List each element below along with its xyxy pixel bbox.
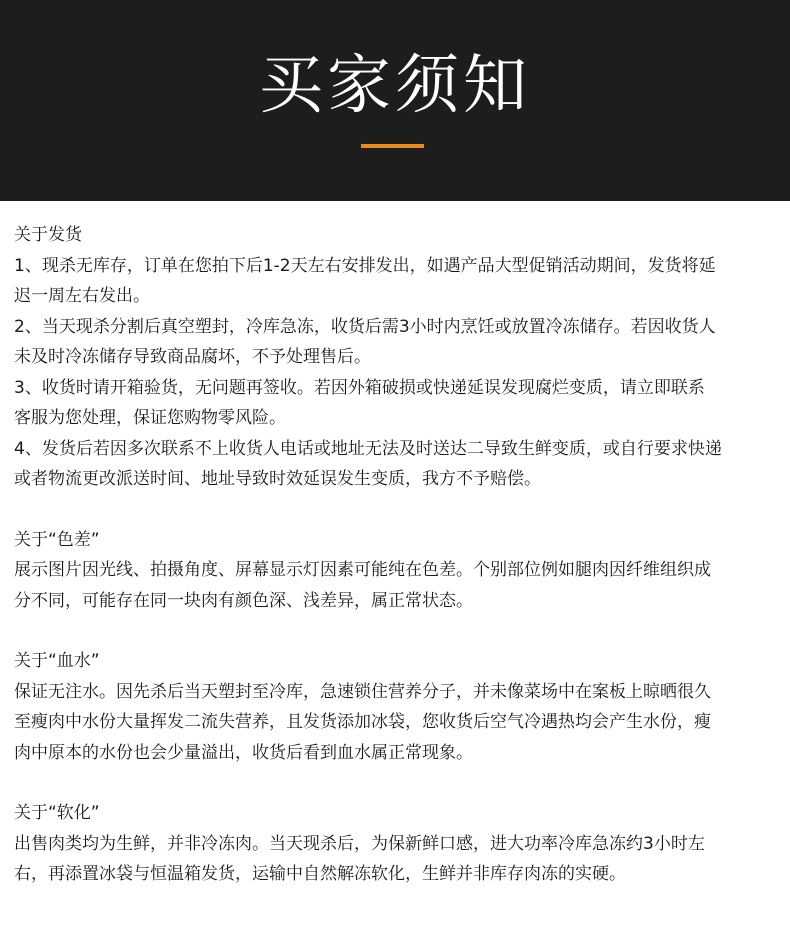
section-shipping (14, 201, 774, 495)
paragraph-line: 或者物流更改派送时间、地址导致时效延误发生变质，我方不予赔偿。 (14, 469, 541, 489)
section-softening (14, 798, 774, 890)
paragraph-line: 肉中原本的水份也会少量溢出，收货后看到血水属正常现象。 (14, 742, 473, 763)
paragraph-line: 1、现杀无库存，订单在您拍下后1-2天左右安排发出，如遇产品大型促销活动期间，发货将延 (14, 255, 716, 276)
paragraph-line: 保证无注水。因先杀后当天塑封至冷库，急速锁住营养分子，并未像菜场中在案板上晾晒很久 (14, 681, 711, 702)
notice-content (0, 201, 790, 890)
page-title: 买家须知 (259, 49, 531, 123)
paragraph-line: 出售肉类均为生鲜，并非冷冻肉。当天现杀后，为保新鲜口感，进大功率冷库急冻约3小时左 (14, 833, 705, 854)
paragraph-line: 未及时冷冻储存导致商品腐坏，不予处理售后。 (14, 347, 371, 367)
paragraph-line: 2、当天现杀分割后真空塑封，冷库急冻，收货后需3小时内烹饪或放置冷冻储存。若因收货人 (14, 316, 716, 337)
paragraph-line: 客服为您处理，保证您购物零风险。 (14, 408, 286, 428)
section-title: 关于“血水” (14, 651, 100, 671)
section-title: 关于发货 (14, 225, 82, 245)
section-blood-water (14, 646, 774, 768)
section-title: 关于“色差” (14, 529, 100, 550)
paragraph-line: 至瘦肉中水份大量挥发二流失营养，且发货添加冰袋，您收货后空气冷遇热均会产生水份，瘦 (14, 712, 711, 732)
paragraph-line: 4、发货后若因多次联系不上收货人电话或地址无法及时送达二导致生鲜变质，或自行要求快递 (14, 438, 722, 459)
title-accent-bar (361, 144, 424, 148)
header-banner (0, 0, 790, 201)
section-color-difference (14, 525, 774, 617)
paragraph-line: 分不同，可能存在同一块肉有颜色深、浅差异，属正常状态。 (14, 590, 473, 611)
section-title: 关于“软化” (14, 803, 100, 823)
paragraph-line: 3、收货时请开箱验货，无问题再签收。若因外箱破损或快递延误发现腐烂变质，请立即联系 (14, 377, 705, 398)
paragraph-line: 右，再添置冰袋与恒温箱发货，运输中自然解冻软化，生鲜并非库存肉冻的实硬。 (14, 864, 626, 884)
paragraph-line: 展示图片因光线、拍摄角度、屏幕显示灯因素可能纯在色差。个别部位例如腿肉因纤维组织成 (14, 560, 711, 580)
paragraph-line: 迟一周左右发出。 (14, 286, 150, 306)
